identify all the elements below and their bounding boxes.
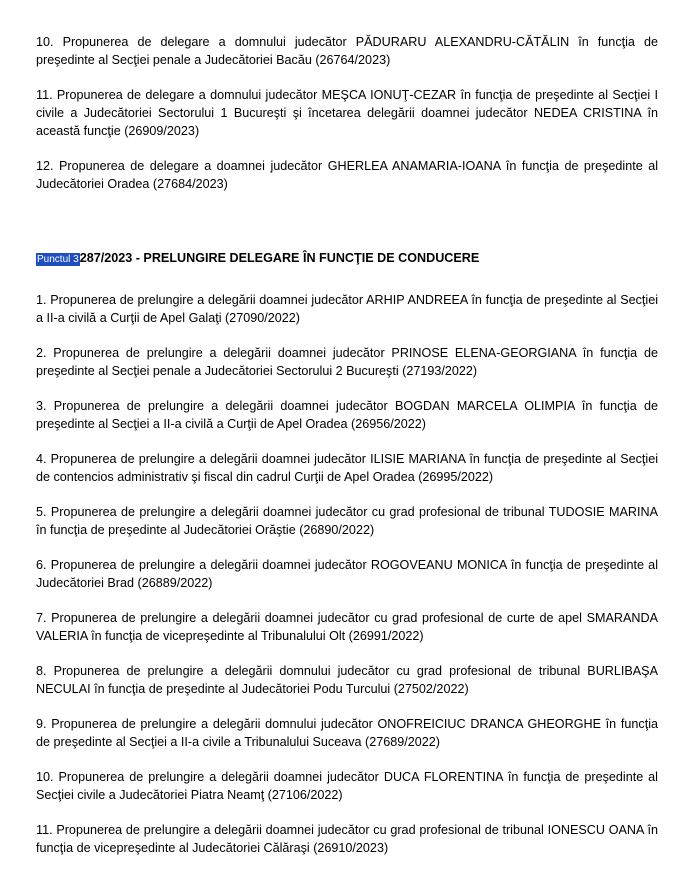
list-item: 6. Propunerea de prelungire a delegării doamnei judecător ROGOVEANU MONICA în funcţia de preşedinte al Judecătoriei Brad (26889/2022) xyxy=(36,558,658,590)
list-item: 8. Propunerea de prelungire a delegării domnului judecător cu grad profesional de tribunal BURLIBAŞA NECULAI în funcţia de preşedinte al Judecătoriei Podu Turcului (27502/2022) xyxy=(36,664,658,696)
list-item: 12. Propunerea de delegare a doamnei judecător GHERLEA ANAMARIA-IOANA în funcţia de preşedinte al Judecătoriei Oradea (27684/2023) xyxy=(36,159,658,191)
list-item: 2. Propunerea de prelungire a delegării doamnei judecător PRINOSE ELENA-GEORGIANA în funcţia de preşedinte al Secţiei penale a Judecătoriei Sectorului 2 Bucureşti (27193/2022) xyxy=(36,346,658,378)
list-item: 11. Propunerea de delegare a domnului judecător MEŞCA IONUŢ-CEZAR în funcţia de preşedinte al Secţiei I civile a Judecătoriei Sectorului 1 Bucureşti şi încetarea delegării doamnei judecător NEDEA CRISTINA în această funcţie (26909/2023) xyxy=(36,88,658,138)
list-item: 9. Propunerea de prelungire a delegării domnului judecător ONOFREICIUC DRANCA GHEORGHE în funcţia de preşedinte al Secţiei a II-a civile a Tribunalului Suceava (27689/2022) xyxy=(36,717,658,749)
list-item: 10. Propunerea de prelungire a delegării doamnei judecător DUCA FLORENTINA în funcţia de preşedinte al Secţiei civile a Judecătoriei Piatra Neamţ (27106/2022) xyxy=(36,770,658,802)
list-item: 4. Propunerea de prelungire a delegării doamnei judecător ILISIE MARIANA în funcţia de preşedinte al Secţiei de contencios administrativ şi fiscal din cadrul Curţii de Apel Oradea (26995/2022) xyxy=(36,452,658,484)
list-item: 10. Propunerea de delegare a domnului judecător PĂDURARU ALEXANDRU-CĂTĂLIN în funcţia de preşedinte al Secţiei penale a Judecătoriei Bacău (26764/2023) xyxy=(36,35,658,67)
document-page xyxy=(36,0,658,874)
extension-proposals-list xyxy=(36,291,658,857)
selected-text-highlight[interactable]: Punctul 3 xyxy=(37,254,79,265)
list-item: 5. Propunerea de prelungire a delegării doamnei judecător cu grad profesional de tribunal TUDOSIE MARINA în funcţia de preşedinte al Judecătoriei Orăştie (26890/2022) xyxy=(36,505,658,537)
section-title: 287/2023 - PRELUNGIRE DELEGARE ÎN FUNCŢIE DE CONDUCERE xyxy=(79,251,480,265)
list-item: 1. Propunerea de prelungire a delegării doamnei judecător ARHIP ANDREEA în funcţia de preşedinte al Secţiei a II-a civilă a Curţii de Apel Galaţi (27090/2022) xyxy=(36,293,658,325)
list-item: 3. Propunerea de prelungire a delegării doamnei judecător BOGDAN MARCELA OLIMPIA în funcţia de preşedinte al Secţiei a II-a civilă a Curţii de Apel Oradea (26956/2022) xyxy=(36,399,658,431)
list-item: 11. Propunerea de prelungire a delegării doamnei judecător cu grad profesional de tribunal IONESCU OANA în funcţia de vicepreşedinte al Judecătoriei Călăraşi (26910/2023) xyxy=(36,823,658,855)
list-item: 7. Propunerea de prelungire a delegării doamnei judecător cu grad profesional de curte de apel SMARANDA VALERIA în funcţia de vicepreşedinte al Tribunalului Olt (26991/2022) xyxy=(36,611,658,643)
previous-section-list xyxy=(36,0,658,193)
section-heading xyxy=(36,249,658,269)
